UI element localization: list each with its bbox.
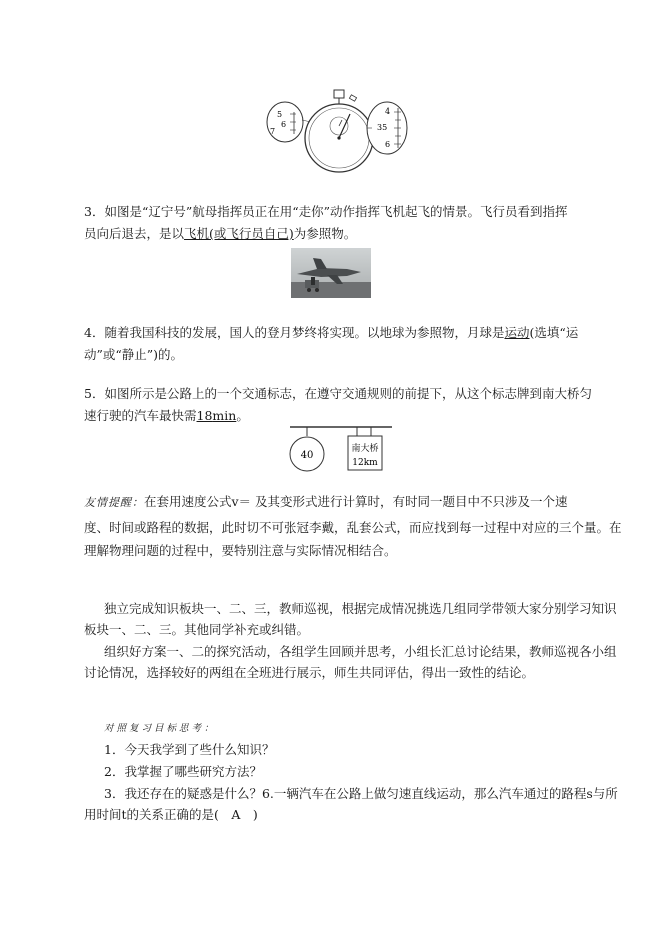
q3-answer: 飞机(或飞行员自己) (184, 226, 294, 241)
distance-sign-km: 12km (352, 458, 378, 468)
left-scale-5: 5 (277, 110, 283, 119)
tip-line3: 理解物理问题的过程中，要特别注意与实际情况相结合。 (84, 543, 397, 558)
q3-line2-post: 为参照物。 (293, 226, 357, 241)
distance-sign-place: 南大桥 (351, 444, 379, 454)
review-label: 对照复习目标思考： (104, 723, 217, 734)
review-item-3: 3．我还存在的疑惑是什么？6.一辆汽车在公路上做匀速直线运动，那么汽车通过的路程s与所 (104, 786, 618, 801)
q5-unit: min (212, 408, 237, 423)
q4-line2: 动”或“静止”)的。 (84, 347, 184, 362)
review-item-3-line2: 用时间t的关系正确的是( A ) (84, 807, 258, 822)
review-item-1: 1．今天我学到了些什么知识？ (104, 742, 275, 757)
q4-line1 (84, 325, 578, 341)
tip-line1 (84, 494, 568, 511)
q5-line2-post: 。 (236, 408, 249, 423)
q3-line2-pre: 员向后退去，是以 (84, 226, 185, 241)
left-scale-6: 6 (281, 120, 287, 129)
q4-line1-post: (选填“运 (529, 325, 579, 340)
q5-line1: 5．如图所示是公路上的一个交通标志，在遵守交通规则的前提下，从这个标志牌到南大桥匀 (84, 386, 592, 401)
para1-line1: 独立完成知识板块一、二、三，教师巡视，根据完成情况挑选几组同学带领大家分别学习知识 (104, 601, 617, 616)
jet-aircraft-photo (291, 248, 371, 298)
q4-answer: 运动 (504, 325, 530, 340)
speed-limit-value: 40 (300, 450, 314, 461)
left-scale-7: 7 (270, 127, 276, 136)
right-scale-4: 4 (385, 107, 391, 116)
stopwatch-figure (264, 82, 410, 182)
q5-answer: 18 (196, 408, 213, 423)
para1-line2: 板块一、二、三。其他同学补充或纠错。 (84, 622, 310, 637)
q5-line2 (84, 408, 249, 424)
para2-line2: 讨论情况，选择较好的两组在全班进行展示，师生共同评估，得出一致性的结论。 (84, 665, 535, 680)
q5-line2-pre: 速行驶的汽车最快需 (84, 408, 197, 423)
tip-text1: 在套用速度公式v＝ 及其变形式进行计算时，有时同一题目中不只涉及一个速 (144, 494, 568, 509)
q4-line1-pre: 4．随着我国科技的发展，国人的登月梦终将实现。以地球为参照物，月球是 (84, 325, 505, 340)
para2-line1: 组织好方案一、二的探究活动，各组学生回顾并思考，小组长汇总讨论结果，教师巡视各小组 (104, 644, 617, 659)
q3-line1: 3．如图是“辽宁号”航母指挥员正在用“走你”动作指挥飞机起飞的情景。飞行员看到指挥 (84, 204, 568, 219)
review-item-2: 2．我掌握了哪些研究方法？ (104, 764, 262, 779)
q3-line2 (84, 226, 356, 242)
tip-label: 友情提醒： (84, 496, 144, 509)
traffic-sign-figure (287, 424, 397, 480)
right-scale-35: 35 (377, 123, 388, 132)
tip-line2: 度、时间或路程的数据，此时切不可张冠李戴，乱套公式，而应找到每一过程中对应的三个量。在 (84, 520, 622, 535)
right-scale-6: 6 (385, 140, 391, 149)
